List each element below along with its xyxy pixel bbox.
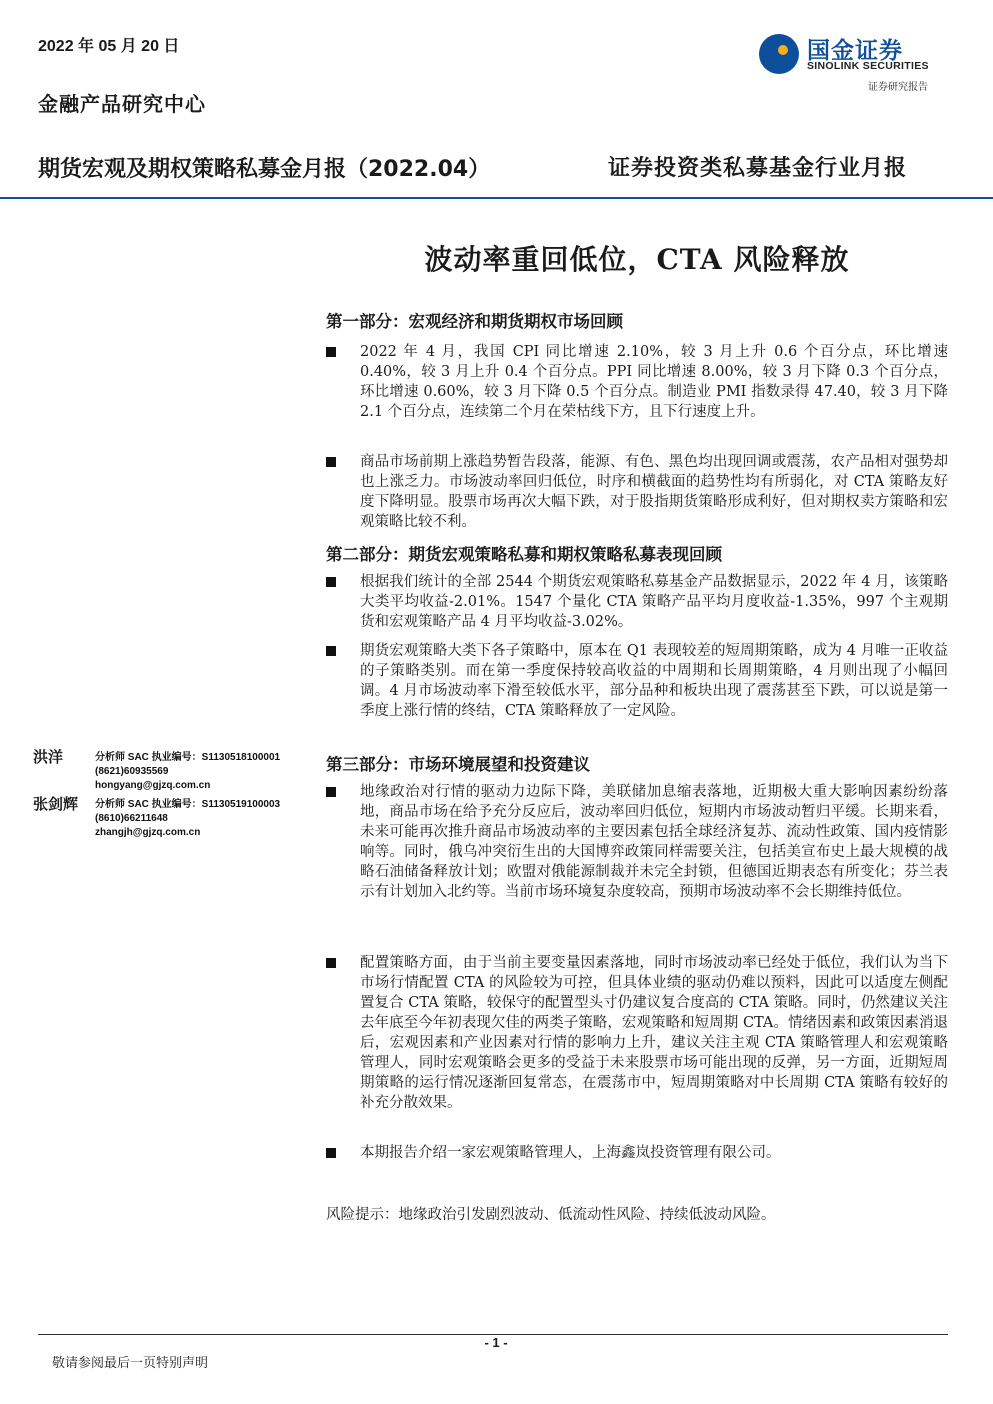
section-3-bullet-1 (326, 782, 948, 902)
section-1-title: 第一部分：宏观经济和期货期权市场回顾 (326, 312, 623, 331)
bullet-square-icon (326, 347, 336, 357)
bullet-square-icon (326, 577, 336, 587)
section-1-bullet-2 (326, 452, 948, 532)
industry-report-title: 证券投资类私募基金行业月报 (608, 155, 908, 181)
bullet-text: 配置策略方面，由于当前主要变量因素落地，同时市场波动率已经处于低位，我们认为当下市场行情配置 CTA 的风险较为可控，但具体业绩的驱动仍难以预料，因此可以适度左侧配置复合 CTA 策略，较保守的配置型头寸仍建议复合度高的 CTA 策略。同时，仍然建议关注去年底至今年初表现欠佳的两类子策略，宏观策略和短周期 CTA。情绪因素和政策因素消退后，宏观因素和产业因素对行情的影响力上升，建议关注主观 CTA 策略管理人和宏观策略管理人，同时宏观策略会更多的受益于未来股票市场可能出现的反弹，另一方面，近期短周期策略的运行情况逐渐回复常态，在震荡市中，短周期策略对中长周期 CTA 策略有较好的补充分散效果。 (360, 955, 948, 1111)
risk-warning: 风险提示：地缘政治引发剧烈波动、低流动性风险、持续低波动风险。 (326, 1207, 776, 1223)
bullet-square-icon (326, 1148, 336, 1158)
bullet-text: 商品市场前期上涨趋势暂告段落，能源、有色、黑色均出现回调或震荡，农产品相对强势却也上涨乏力。市场波动率回归低位，时序和横截面的趋势性均有所弱化，对 CTA 策略友好度下降明显。股票市场再次大幅下跌，对于股指期货策略形成利好，但对期权卖方策略和宏观策略比较不利。 (360, 454, 948, 530)
section-1-bullet-1 (326, 342, 948, 422)
section-3-bullet-2 (326, 953, 948, 1113)
bullet-square-icon (326, 457, 336, 467)
footer-disclaimer: 敬请参阅最后一页特别声明 (52, 1356, 209, 1371)
analyst-email: zhangjh@gjzq.com.cn (95, 827, 201, 838)
bullet-text: 根据我们统计的全部 2544 个期货宏观策略私募基金产品数据显示，2022 年 4 月，该策略大类平均收益-2.01%。1547 个量化 CTA 策略产品平均月度收益-1.35%，997 个主观期货和宏观策略产品 4 月平均收益-3.02%。 (360, 574, 948, 630)
bullet-text: 2022 年 4 月，我国 CPI 同比增速 2.10%，较 3 月上升 0.6 个百分点，环比增速 0.40%，较 3 月上升 0.4 个百分点。PPI 同比增速 8.00%，较 3 月下降 0.3 个百分点，环比增速 0.60%，较 3 月下降 0.5 个百分点。制造业 PMI 指数录得 47.40，较 3 月下降 2.1 个百分点，连续第二个月在荣枯线下方，且下行速度上升。 (360, 344, 948, 420)
logo-chinese-name: 国金证券 (807, 38, 903, 64)
analyst-email: hongyang@gjzq.com.cn (95, 780, 211, 791)
bullet-text: 本期报告介绍一家宏观策略管理人，上海鑫岚投资管理有限公司。 (360, 1145, 781, 1161)
analyst-contact (95, 751, 280, 793)
bullet-text: 期货宏观策略大类下各子策略中，原本在 Q1 表现较差的短周期策略，成为 4 月唯一正收益的子策略类别。而在第一季度保持较高收益的中周期和长周期策略，4 月则出现了小幅回调。4 月市场波动率下滑至较低水平，部分品种和板块出现了震荡甚至下跌，可以说是第一季度上涨行情的终结，CTA 策略释放了一定风险。 (360, 643, 948, 719)
bullet-square-icon (326, 646, 336, 656)
header-divider (0, 197, 993, 199)
bullet-square-icon (326, 958, 336, 968)
page-number: - 1 - (484, 1335, 508, 1350)
section-2-bullet-1 (326, 572, 948, 632)
report-type-label: 证券研究报告 (868, 82, 928, 93)
analyst-name: 张剑辉 (33, 795, 79, 813)
research-center-name: 金融产品研究中心 (38, 92, 206, 116)
report-date: 2022 年 05 月 20 日 (38, 38, 180, 55)
analyst-cert: 分析师 SAC 执业编号：S1130519100003 (95, 799, 281, 810)
bullet-text: 地缘政治对行情的驱动力边际下降，美联储加息缩表落地，近期极大重大影响因素纷纷落地，商品市场在给予充分反应后，波动率回归低位，短期内市场波动暂归平缓。长期来看，未来可能再次推升商品市场波动率的主要因素包括全球经济复苏、流动性政策、国内疫情影响等。同时，俄乌冲突衍生出的大国博弈政策同样需要关注，包括美宣布史上最大规模的战略石油储备释放计划；欧盟对俄能源制裁并未完全封锁，但德国近期表态有所变化；芬兰表示有计划加入北约等。当前市场环境复杂度较高，预期市场波动率不会长期维持低位。 (360, 784, 948, 900)
analyst-phone: (8621)60935569 (95, 766, 169, 777)
report-title: 期货宏观及期权策略私募金月报（2022.04） (38, 157, 491, 182)
section-2-title: 第二部分：期货宏观策略私募和期权策略私募表现回顾 (326, 545, 722, 564)
analyst-cert: 分析师 SAC 执业编号：S1130518100001 (95, 752, 281, 763)
analyst-contact (95, 798, 280, 840)
bullet-square-icon (326, 787, 336, 797)
section-3-bullet-3 (326, 1143, 948, 1163)
sinolink-logo-icon (757, 32, 801, 76)
analyst-name: 洪洋 (33, 748, 64, 766)
logo-english-name: SINOLINK SECURITIES (807, 60, 929, 72)
section-3-title: 第三部分：市场环境展望和投资建议 (326, 755, 590, 774)
report-headline: 波动率重回低位，CTA 风险释放 (424, 243, 850, 276)
analyst-phone: (8610)66211648 (95, 813, 168, 824)
section-2-bullet-2 (326, 641, 948, 721)
